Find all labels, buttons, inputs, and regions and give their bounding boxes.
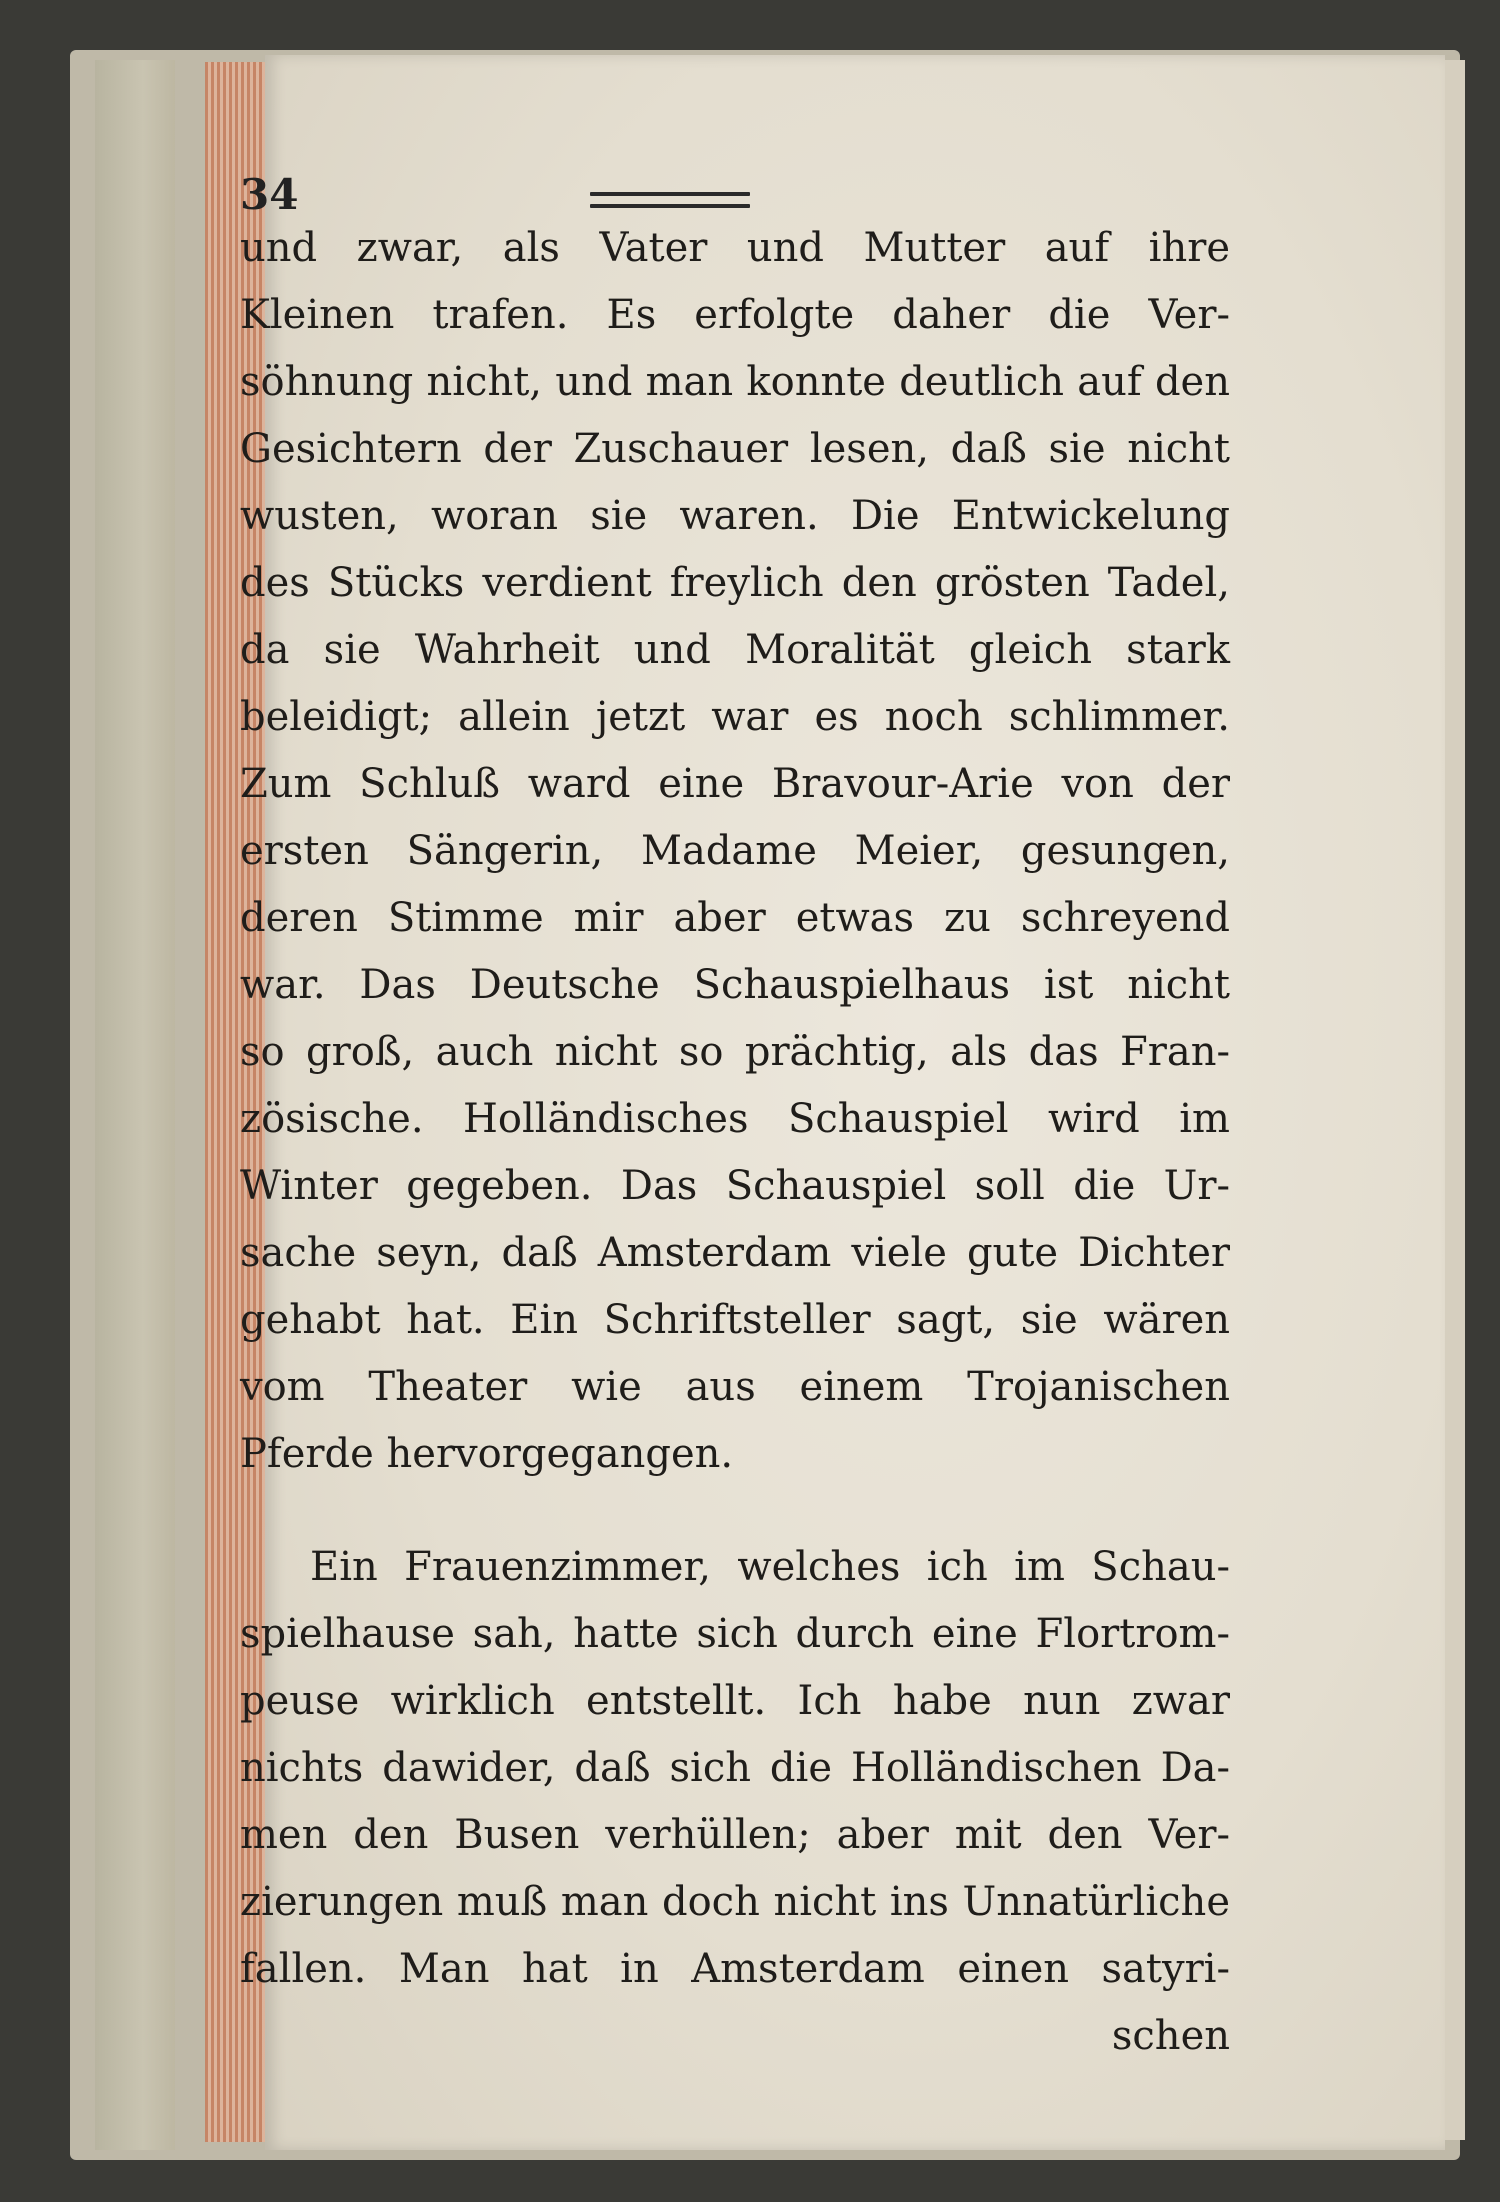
- text-line: Winter gegeben. Das Schauspiel soll die Ur-: [240, 1163, 1230, 1209]
- page-number: 34: [240, 170, 299, 219]
- text-line: des Stücks verdient freylich den grösten Tadel,: [240, 560, 1230, 606]
- text-line: Kleinen trafen. Es erfolgte daher die Ver-: [240, 292, 1230, 338]
- text-line: beleidigt; allein jetzt war es noch schlimmer.: [240, 694, 1230, 740]
- text-line: zierungen muß man doch nicht ins Unnatürliche: [240, 1879, 1230, 1925]
- text-line: men den Busen verhüllen; aber mit den Ver-: [240, 1812, 1230, 1858]
- paragraph-gap: [240, 1488, 1230, 1534]
- text-line: sache seyn, daß Amsterdam viele gute Dichter: [240, 1230, 1230, 1276]
- facing-page-strip: [1445, 60, 1465, 2140]
- text-line: Pferde hervorgegangen.: [240, 1431, 734, 1477]
- text-line: spielhause sah, hatte sich durch eine Flortrom-: [240, 1611, 1230, 1657]
- text-line: wusten, woran sie waren. Die Entwickelung: [240, 493, 1230, 539]
- catchword: schen: [1111, 2013, 1230, 2059]
- text-line: zösische. Holländisches Schauspiel wird im: [240, 1096, 1230, 1142]
- text-line: deren Stimme mir aber etwas zu schreyend: [240, 895, 1230, 941]
- text-line: so groß, auch nicht so prächtig, als das Fran-: [240, 1029, 1230, 1075]
- book-cover-edge: [95, 60, 175, 2150]
- text-line: und zwar, als Vater und Mutter auf ihre: [240, 225, 1230, 271]
- text-line: peuse wirklich entstellt. Ich habe nun zwar: [240, 1678, 1230, 1724]
- text-line: nichts dawider, daß sich die Holländischen Da-: [240, 1745, 1230, 1791]
- text-line: Gesichtern der Zuschauer lesen, daß sie nicht: [240, 426, 1230, 472]
- text-line: gehabt hat. Ein Schriftsteller sagt, sie wären: [240, 1297, 1230, 1343]
- text-line: ersten Sängerin, Madame Meier, gesungen,: [240, 828, 1230, 874]
- header-double-rule: [590, 192, 750, 212]
- text-line: vom Theater wie aus einem Trojanischen: [240, 1364, 1230, 1410]
- text-line: fallen. Man hat in Amsterdam einen satyri-: [240, 1946, 1230, 1992]
- text-line: Zum Schluß ward eine Bravour-Arie von der: [240, 761, 1230, 807]
- text-line: war. Das Deutsche Schauspielhaus ist nicht: [240, 962, 1230, 1008]
- text-line: da sie Wahrheit und Moralität gleich stark: [240, 627, 1230, 673]
- page-text: [240, 215, 1230, 2070]
- text-line: Ein Frauenzimmer, welches ich im Schau-: [310, 1544, 1230, 1590]
- text-line: söhnung nicht, und man konnte deutlich auf den: [240, 359, 1230, 405]
